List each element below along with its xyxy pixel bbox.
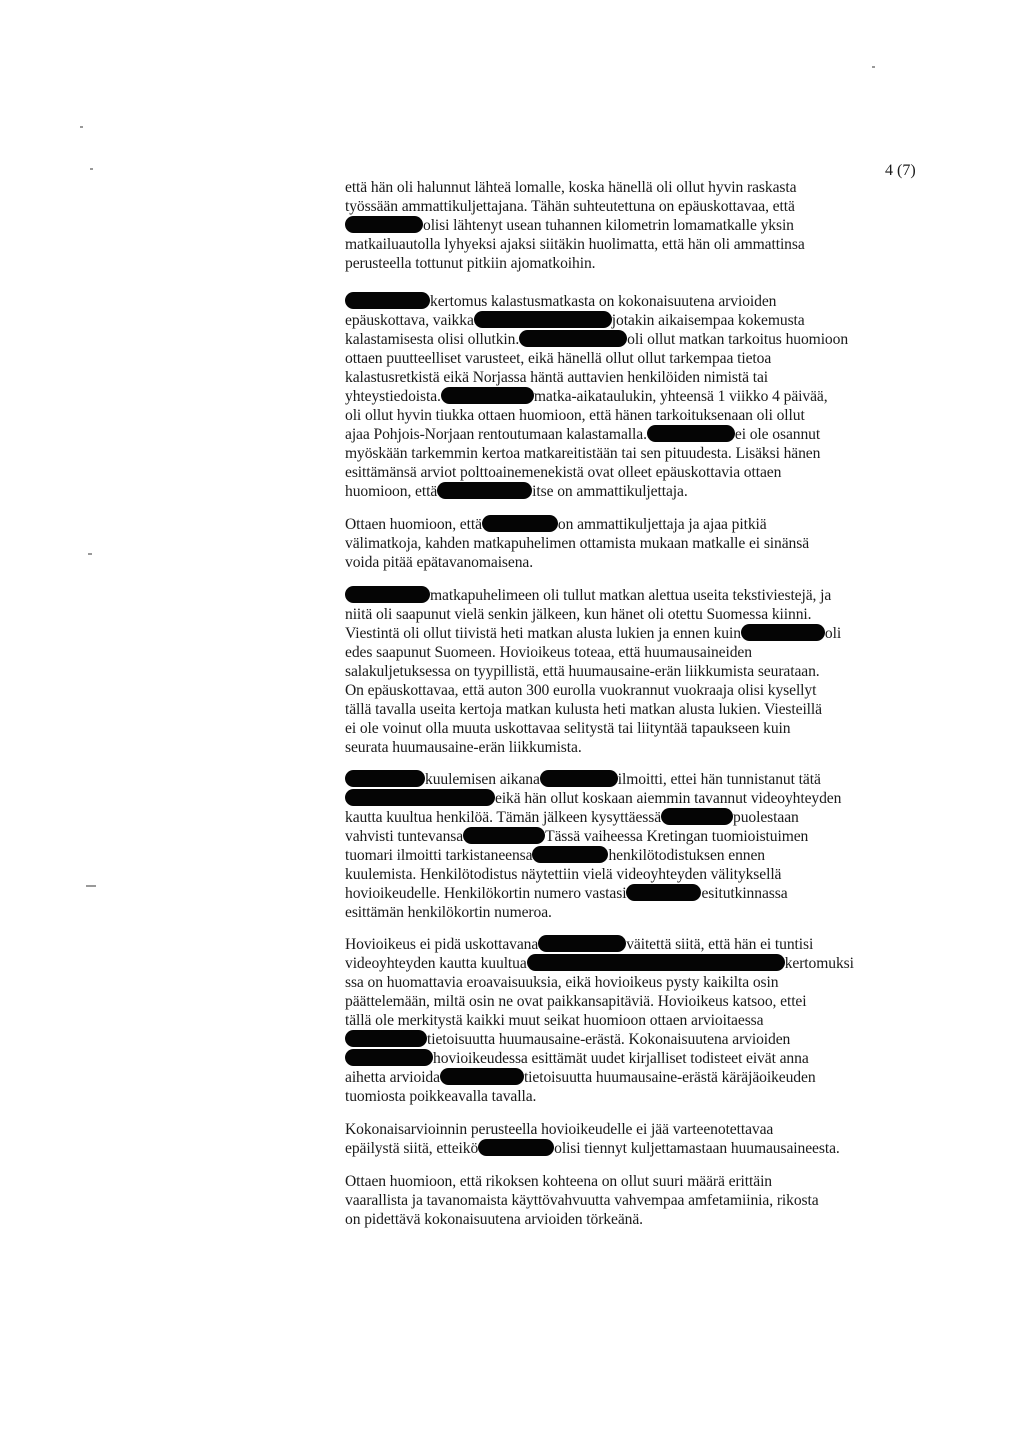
text-segment: kuulemista. Henkilötodistus näytettiin vielä videoyhteyden välityksellä bbox=[345, 866, 782, 883]
text-segment: olisi tiennyt kuljettamastaan huumausaineesta. bbox=[554, 1140, 840, 1157]
text-segment: ottaen puutteelliset varusteet, eikä hänellä ollut ollut tarkempaa tietoa bbox=[345, 350, 772, 367]
paragraph-court-assessment bbox=[345, 935, 854, 1106]
text-segment: esitutkinnassa bbox=[701, 885, 788, 902]
text-segment: väitettä siitä, että hän ei tuntisi bbox=[626, 936, 814, 953]
text-segment: välimatkoja, kahden matkapuhelimen ottamista mukaan matkalle ei sinänsä bbox=[345, 535, 810, 552]
text-segment: niitä oli saapunut vielä senkin jälkeen, kun hänet oli otettu Suomessa kiinni. bbox=[345, 606, 812, 623]
text-line bbox=[345, 789, 841, 808]
text-line bbox=[345, 197, 805, 216]
text-line bbox=[345, 808, 841, 827]
text-segment: Ottaen huomioon, että bbox=[345, 516, 482, 533]
text-line bbox=[345, 586, 841, 605]
text-segment: tietoisuutta huumausaine-erästä. Kokonaisuutena arvioiden bbox=[427, 1031, 791, 1048]
text-segment: oli ollut matkan tarkoitus huomioon bbox=[627, 331, 849, 348]
text-line bbox=[345, 1030, 854, 1049]
text-segment: epäilystä siitä, etteikö bbox=[345, 1140, 479, 1157]
text-segment: ajaa Pohjois-Norjaan rentoutumaan kalastamalla. bbox=[345, 426, 647, 443]
text-line bbox=[345, 330, 848, 349]
text-line bbox=[345, 1120, 840, 1139]
text-segment: tietoisuutta huumausaine-erästä käräjäoikeuden bbox=[523, 1069, 816, 1086]
text-segment: työssään ammattikuljettajana. Tähän suhteutettuna on epäuskottavaa, että bbox=[345, 198, 795, 215]
scan-speck bbox=[88, 553, 92, 555]
paragraph-video-hearing bbox=[345, 770, 841, 922]
text-segment: hovioikeudessa esittämät uudet kirjalliset todisteet eivät anna bbox=[433, 1050, 809, 1067]
text-segment: Hovioikeus ei pidä uskottavana bbox=[345, 936, 539, 953]
text-line bbox=[345, 973, 854, 992]
text-line bbox=[345, 738, 841, 757]
text-line bbox=[345, 770, 841, 789]
text-segment: perusteella tottunut pitkiin ajomatkoihin. bbox=[345, 255, 596, 272]
text-line bbox=[345, 515, 809, 534]
text-line bbox=[345, 216, 805, 235]
text-line bbox=[345, 534, 809, 553]
text-line bbox=[345, 178, 805, 197]
text-line bbox=[345, 292, 848, 311]
text-line bbox=[345, 553, 809, 572]
text-segment: kuulemisen aikana bbox=[425, 771, 540, 788]
text-segment: jotakin aikaisempaa kokemusta bbox=[611, 312, 805, 329]
page-number: 4 (7) bbox=[885, 162, 916, 179]
text-segment: aihetta arvioida bbox=[345, 1069, 440, 1086]
text-line bbox=[345, 1172, 819, 1191]
text-segment: kertomuksi bbox=[784, 955, 854, 972]
text-line bbox=[345, 368, 848, 387]
text-segment: on pidettävä kokonaisuutena arvioiden törkeänä. bbox=[345, 1211, 643, 1228]
redaction-block bbox=[463, 827, 545, 844]
text-segment: Kokonaisarvioinnin perusteella hovioikeudelle ei jää varteenotettavaa bbox=[345, 1121, 774, 1138]
text-line bbox=[345, 1068, 854, 1087]
redaction-block bbox=[519, 330, 627, 347]
text-segment: ei ole osannut bbox=[734, 426, 821, 443]
text-segment: itse on ammattikuljettaja. bbox=[532, 483, 688, 500]
text-segment: On epäuskottavaa, että auton 300 eurolla vuokrannut vuokraaja olisi kysellyt bbox=[345, 682, 817, 699]
paragraph-fishing-trip bbox=[345, 292, 848, 501]
text-line bbox=[345, 311, 848, 330]
text-line bbox=[345, 463, 848, 482]
redaction-block bbox=[345, 1030, 427, 1047]
text-line bbox=[345, 643, 841, 662]
text-line bbox=[345, 1049, 854, 1068]
paragraph-overall-assessment bbox=[345, 1120, 840, 1158]
text-segment: kalastusretkistä eikä Norjassa häntä auttavien henkilöiden nimistä tai bbox=[345, 369, 769, 386]
text-segment: ssa on huomattavia eroavaisuuksia, eikä hovioikeus pysty kaikilta osin bbox=[345, 974, 779, 991]
text-segment: oli ollut hyvin tiukka ottaen huomioon, että hänen tarkoituksenaan oli ollut bbox=[345, 407, 805, 424]
text-segment: hovioikeudelle. Henkilökortin numero vastasi bbox=[345, 885, 627, 902]
text-segment: tällä ole merkitystä kaikki muut seikat huomioon ottaen arvioitaessa bbox=[345, 1012, 764, 1029]
text-line bbox=[345, 406, 848, 425]
text-segment: eikä hän ollut koskaan aiemmin tavannut videoyhteyden bbox=[495, 790, 842, 807]
scan-speck bbox=[90, 168, 93, 170]
text-segment: tuomiosta poikkeavalla tavalla. bbox=[345, 1088, 537, 1105]
text-segment: matkailuautolla lyhyeksi ajaksi siitäkin huolimatta, että hän oli ammattinsa bbox=[345, 236, 805, 253]
text-segment: matkapuhelimeen oli tullut matkan alettua useita tekstiviestejä, ja bbox=[430, 587, 832, 604]
text-line bbox=[345, 425, 848, 444]
text-line bbox=[345, 349, 848, 368]
text-line bbox=[345, 444, 848, 463]
text-line bbox=[345, 681, 841, 700]
redaction-block bbox=[345, 292, 430, 309]
text-line bbox=[345, 1011, 854, 1030]
redaction-block bbox=[474, 311, 612, 328]
redaction-block bbox=[345, 216, 423, 233]
text-segment: oli bbox=[824, 625, 842, 642]
text-line bbox=[345, 605, 841, 624]
redaction-block bbox=[647, 425, 735, 442]
text-segment: kalastamisesta olisi ollutkin. bbox=[345, 331, 520, 348]
text-line bbox=[345, 387, 848, 406]
redaction-block bbox=[482, 515, 558, 532]
redaction-block bbox=[741, 624, 825, 641]
text-segment: on ammattikuljettaja ja ajaa pitkiä bbox=[557, 516, 767, 533]
text-segment: esittämänsä arviot polttoainemenekistä ovat olleet epäuskottavia ottaen bbox=[345, 464, 782, 481]
text-line bbox=[345, 1139, 840, 1158]
text-segment: epäuskottava, vaikka bbox=[345, 312, 474, 329]
text-line bbox=[345, 827, 841, 846]
redaction-block bbox=[540, 770, 618, 787]
text-segment: tuomari ilmoitti tarkistaneensa bbox=[345, 847, 533, 864]
redaction-block bbox=[345, 770, 425, 787]
text-segment: videoyhteyden kautta kuultua bbox=[345, 955, 527, 972]
text-segment: Viestintä oli ollut tiivistä heti matkan alusta lukien ja ennen kuin bbox=[345, 625, 741, 642]
text-line bbox=[345, 954, 854, 973]
text-segment: myöskään tarkemmin kertoa matkareitistään tai sen pituudesta. Lisäksi hänen bbox=[345, 445, 821, 462]
redaction-block bbox=[437, 482, 532, 499]
text-line bbox=[345, 235, 805, 254]
text-line bbox=[345, 903, 841, 922]
text-line bbox=[345, 662, 841, 681]
redaction-block bbox=[441, 387, 534, 404]
text-line bbox=[345, 992, 854, 1011]
text-segment: vahvisti tuntevansa bbox=[345, 828, 464, 845]
paragraph-mobile-phones bbox=[345, 515, 809, 572]
text-line bbox=[345, 1191, 819, 1210]
text-line bbox=[345, 254, 805, 273]
text-segment: voida pitää epätavanomaisena. bbox=[345, 554, 534, 571]
redaction-block bbox=[661, 808, 733, 825]
text-segment: matka-aikataulukin, yhteensä 1 viikko 4 päivää, bbox=[533, 388, 828, 405]
redaction-block bbox=[440, 1068, 524, 1085]
text-line bbox=[345, 884, 841, 903]
text-segment: henkilötodistuksen ennen bbox=[608, 847, 765, 864]
text-line bbox=[345, 846, 841, 865]
text-segment: huomioon, että bbox=[345, 483, 438, 500]
text-segment: päättelemään, miltä osin ne ovat paikkansapitäviä. Hovioikeus katsoo, ettei bbox=[345, 993, 807, 1010]
text-segment: tällä tavalla useita kertoja matkan kulusta heti matkan alusta lukien. Viesteillä bbox=[345, 701, 822, 718]
text-segment: edes saapunut Suomeen. Hovioikeus toteaa, että huumausaineiden bbox=[345, 644, 752, 661]
scan-speck bbox=[872, 66, 875, 68]
redaction-block bbox=[532, 846, 608, 863]
redaction-block bbox=[345, 1049, 433, 1066]
text-segment: kertomus kalastusmatkasta on kokonaisuutena arvioiden bbox=[430, 293, 777, 310]
redaction-block bbox=[626, 884, 701, 901]
text-segment: vaarallista ja tavanomaista käyttövahvuutta vahvempaa amfetamiinia, rikosta bbox=[345, 1192, 819, 1209]
text-segment: puolestaan bbox=[733, 809, 799, 826]
text-segment: olisi lähtenyt usean tuhannen kilometrin lomamatkalle yksin bbox=[423, 217, 794, 234]
redaction-block bbox=[478, 1139, 554, 1156]
text-segment: kautta kuultua henkilöä. Tämän jälkeen kysyttäessä bbox=[345, 809, 662, 826]
text-line bbox=[345, 1087, 854, 1106]
scan-speck bbox=[86, 885, 96, 887]
text-segment: esittämän henkilökortin numeroa. bbox=[345, 904, 552, 921]
paragraph-holiday-travel bbox=[345, 178, 805, 273]
scan-speck bbox=[80, 126, 83, 128]
text-segment: ilmoitti, ettei hän tunnistanut tätä bbox=[617, 771, 821, 788]
paragraph-text-messages bbox=[345, 586, 841, 757]
text-segment: ei ole voinut olla muuta uskottavaa selitystä tai liityntää tapaukseen kuin bbox=[345, 720, 791, 737]
redaction-block bbox=[345, 789, 495, 806]
text-line bbox=[345, 624, 841, 643]
text-line bbox=[345, 935, 854, 954]
text-segment: Tässä vaiheessa Kretingan tuomioistuimen bbox=[545, 828, 809, 845]
redaction-block bbox=[345, 586, 430, 603]
paragraph-aggravated-offence bbox=[345, 1172, 819, 1229]
text-line bbox=[345, 482, 848, 501]
text-segment: Ottaen huomioon, että rikoksen kohteena on ollut suuri määrä erittäin bbox=[345, 1173, 773, 1190]
text-line bbox=[345, 700, 841, 719]
redaction-block bbox=[538, 935, 626, 952]
text-segment: salakuljetuksessa on tyypillistä, että huumausaine-erän liikkumista seurataan. bbox=[345, 663, 820, 680]
text-segment: että hän oli halunnut lähteä lomalle, koska hänellä oli ollut hyvin raskasta bbox=[345, 179, 797, 196]
text-line bbox=[345, 719, 841, 738]
text-segment: yhteystiedoista. bbox=[345, 388, 441, 405]
text-line bbox=[345, 1210, 819, 1229]
redaction-block bbox=[527, 954, 785, 971]
text-segment: seurata huumausaine-erän liikkumista. bbox=[345, 739, 582, 756]
text-line bbox=[345, 865, 841, 884]
